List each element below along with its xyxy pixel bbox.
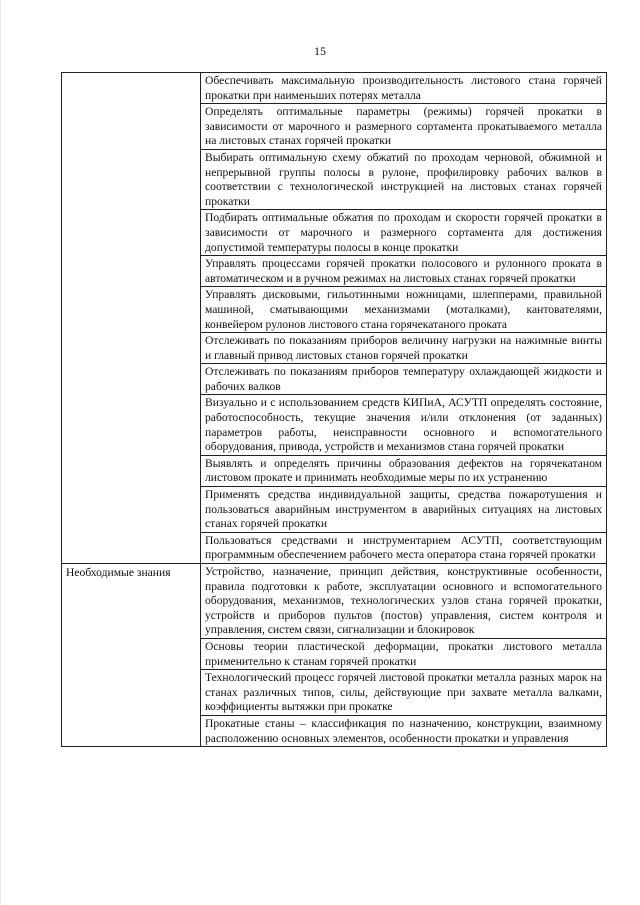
skills-label-cell [62, 73, 201, 564]
skill-item: Подбирать оптимальные обжатия по проходам и скорости горячей прокатки в зависимости от марочного и размерного сортамента для достижения допустимой температуры полосы в конце прокатки [201, 210, 607, 256]
knowledge-item: Устройство, назначение, принцип действия, конструктивные особенности, правила подготовки к работе, эксплуатации основного и вспомогательного оборудования, механизмов, технологических узлов стана горячей прокатки, устройств и приборов пультов (постов) управления, систем контроля и управления, систем связи, сигнализации и блокировок [201, 564, 607, 639]
skill-item: Управлять дисковыми, гильотинными ножницами, шлепперами, правильной машиной, сматывающими механизмами (моталками), кантователями, конвейером рулонов листового стана горячекатаного проката [201, 287, 607, 333]
page-number: 15 [314, 44, 326, 58]
requirements-table [61, 72, 607, 747]
skill-item: Выявлять и определять причины образования дефектов на горячекатаном листовом прокате и принимать необходимые меры по их устранению [201, 455, 607, 486]
skill-item: Применять средства индивидуальной защиты, средства пожаротушения и пользоваться аварийным инструментом в аварийных ситуациях на листовых станах горячей прокатки [201, 487, 607, 533]
skill-item: Определять оптимальные параметры (режимы) горячей прокатки в зависимости от марочного и размерного сортамента прокатываемого металла на листовых станах горячей прокатки [201, 104, 607, 150]
knowledge-label: Необходимые знания [62, 564, 201, 747]
table-row [62, 564, 607, 639]
skill-item: Пользоваться средствами и инструментарием АСУТП, соответствующим программным обеспечением рабочего места оператора стана горячей прокатки [201, 532, 607, 563]
skill-item: Обеспечивать максимальную производительность листового стана горячей прокатки при наименьших потерях металла [201, 73, 607, 104]
skill-item: Управлять процессами горячей прокатки полосового и рулонного проката в автоматическом и в ручном режимах на листовых станах горячей прокатки [201, 256, 607, 287]
knowledge-item: Технологический процесс горячей листовой прокатки металла разных марок на станах различных типов, силы, действующие при захвате металла валками, коэффициенты вытяжки при прокатке [201, 670, 607, 716]
knowledge-item: Прокатные станы – классификация по назначению, конструкции, взаимному расположению основных элементов, особенности прокатки и управления [201, 715, 607, 746]
knowledge-item: Основы теории пластической деформации, прокатки листового металла применительно к станам горячей прокатки [201, 638, 607, 669]
table-row [62, 73, 607, 104]
skill-item: Отслеживать по показаниям приборов величину нагрузки на нажимные винты и главный привод листовых станов горячей прокатки [201, 333, 607, 364]
skill-item: Отслеживать по показаниям приборов температуру охлаждающей жидкости и рабочих валков [201, 364, 607, 395]
skill-item: Выбирать оптимальную схему обжатий по проходам черновой, обжимной и непрерывной группы полосы в рулоне, профилировку рабочих валков в соответствии с технологической инструкцией на листовых станах горячей прокатки [201, 149, 607, 209]
skill-item: Визуально и с использованием средств КИПиА, АСУТП определять состояние, работоспособность, текущие значения и/или отклонения (от заданных) параметров работы, неисправности основного и вспомогательного оборудования, привода, устройств и механизмов стана горячей прокатки [201, 395, 607, 455]
scan-edge [0, 0, 1, 905]
